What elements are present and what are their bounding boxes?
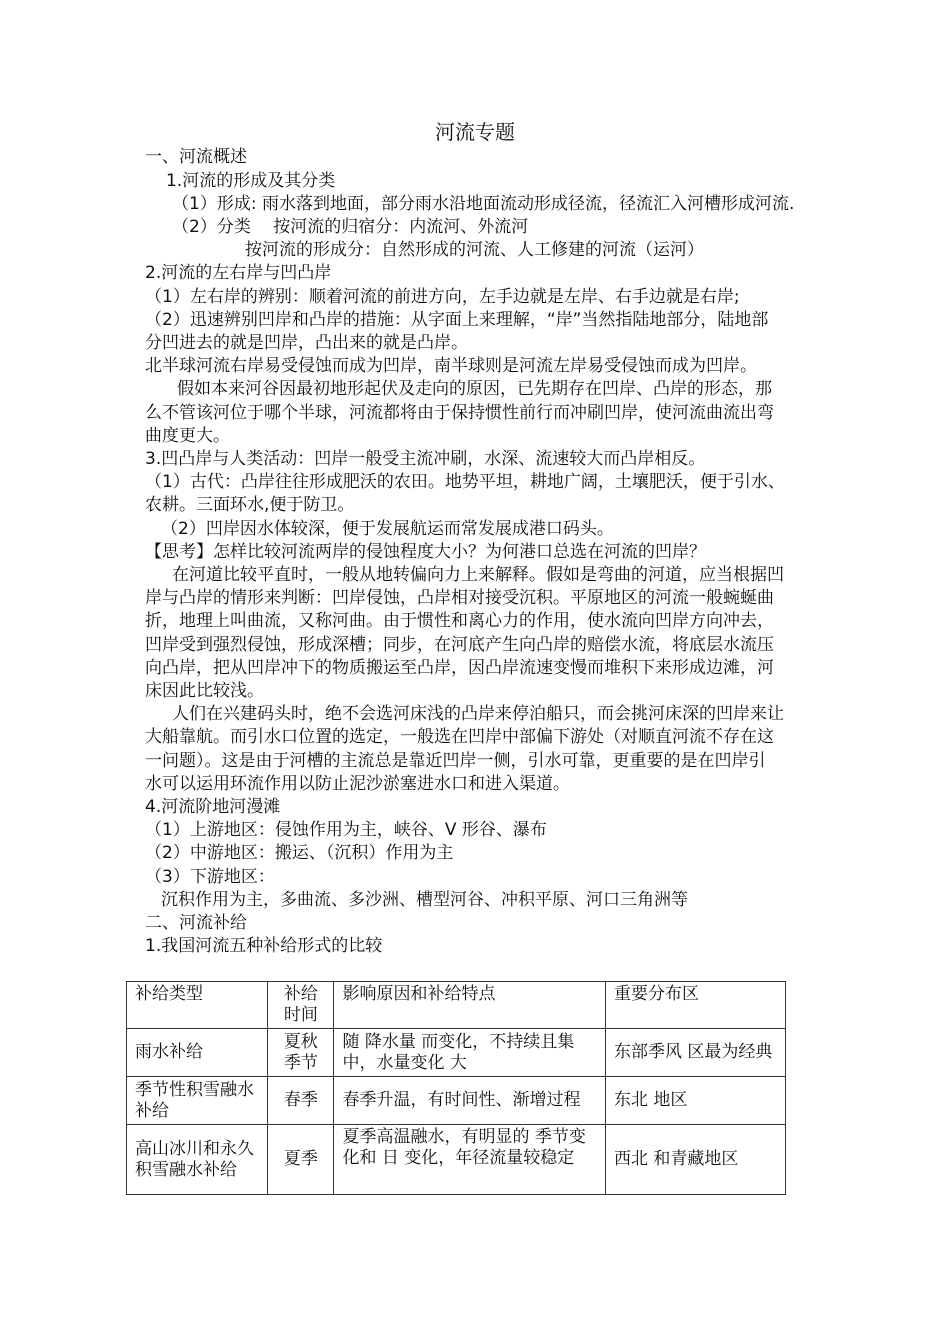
text-line: 假如本来河谷因最初地形起伏及走向的原因，已先期存在凹岸、凸岸的形态，那 [177, 379, 772, 399]
subheading-supply-comparison: 1.我国河流五种补给形式的比较 [145, 936, 383, 956]
table-header-row [127, 982, 786, 1029]
text-line: （2）凹岸因水体较深，便于发展航运而常发展成港口码头。 [161, 519, 614, 539]
text-line: 大船靠航。而引水口位置的选定，一般选在凹岸中部偏下游处（对顺直河流不存在这 [145, 727, 774, 747]
table-header-cell: 补给时间 [268, 982, 334, 1029]
text-line: 曲度更大。 [145, 426, 230, 446]
table-cell: 春季 [268, 1077, 334, 1125]
table-cell: 随 降水量 而变化，不持续且集中，水量变化 大 [334, 1029, 606, 1077]
text-line: 一问题）。这是由于河槽的主流总是靠近凹岸一侧，引水可靠，更重要的是在凹岸引 [145, 751, 766, 771]
table-row [127, 1125, 786, 1195]
text-line: （1）上游地区：侵蚀作用为主，峡谷、V 形谷、瀑布 [145, 820, 547, 840]
table-cell: 夏季高温融水，有明显的 季节变化和 日 变化，年径流量较稳定 [334, 1125, 606, 1195]
text-line: 沉积作用为主，多曲流、多沙洲、槽型河谷、冲积平原、河口三角洲等 [161, 890, 688, 910]
table-row [127, 1077, 786, 1125]
table-header-cell: 补给类型 [127, 982, 268, 1029]
text-line: 么不管该河位于哪个半球，河流都将由于保持惯性前行而冲刷凹岸，使河流曲流出弯 [145, 403, 774, 423]
text-line: 按河流的形成分：自然形成的河流、人工修建的河流（运河） [245, 240, 704, 260]
text-line: （2）分类 按河流的归宿分：内流河、外流河 [172, 217, 529, 237]
subheading-human-activity: 3.凹凸岸与人类活动：凹岸一般受主流冲刷，水深、流速较大而凸岸相反。 [145, 449, 706, 469]
text-line: 床因此比较浅。 [145, 681, 264, 701]
section-heading-overview: 一、河流概述 [145, 147, 247, 167]
text-line: （1）形成: 雨水落到地面，部分雨水沿地面流动形成径流，径流汇入河槽形成河流. [172, 194, 795, 214]
section-heading-supply: 二、河流补给 [145, 913, 247, 933]
table-cell: 高山冰川和永久积雪融水补给 [127, 1125, 268, 1195]
text-line: （1）左右岸的辨别：顺着河流的前进方向，左手边就是左岸、右手边就是右岸; [145, 287, 740, 307]
table-cell: 雨水补给 [127, 1029, 268, 1077]
subheading-banks: 2.河流的左右岸与凹凸岸 [145, 263, 332, 283]
table-cell: 东部季风 区最为经典 [605, 1029, 785, 1077]
text-line: （1）古代：凸岸往往形成肥沃的农田。地势平坦，耕地广阔，土壤肥沃，便于引水、 [145, 472, 785, 492]
subheading-formation-classification: 1.河流的形成及其分类 [166, 171, 336, 191]
table-cell: 夏季 [268, 1125, 334, 1195]
table-header-cell: 影响原因和补给特点 [334, 982, 606, 1029]
text-line: 人们在兴建码头时，绝不会选河床浅的凸岸来停泊船只，而会挑河床深的凹岸来让 [172, 704, 784, 724]
table-cell: 春季升温，有时间性、渐增过程 [334, 1077, 606, 1125]
text-line: （2）中游地区：搬运、（沉积）作用为主 [145, 843, 454, 863]
table-cell: 西北 和青藏地区 [605, 1125, 785, 1195]
supply-comparison-table [126, 981, 786, 1195]
table-header-cell: 重要分布区 [605, 982, 785, 1029]
text-line: 水可以运用环流作用以防止泥沙淤塞进水口和进入渠道。 [145, 774, 570, 794]
text-line: （2）迅速辨别凹岸和凸岸的措施：从字面上来理解，“岸”当然指陆地部分，陆地部 [145, 310, 769, 330]
table-cell: 夏秋季节 [268, 1029, 334, 1077]
think-question: 【思考】怎样比较河流两岸的侵蚀程度大小？为何港口总选在河流的凹岸？ [145, 542, 706, 562]
page-title: 河流专题 [435, 120, 515, 144]
text-line: 分凹进去的就是凹岸，凸出来的就是凸岸。 [145, 333, 468, 353]
text-line: 向凸岸，把从凹岸冲下的物质搬运至凸岸，因凸岸流速变慢而堆积下来形成边滩，河 [145, 658, 774, 678]
text-line: 凹岸受到强烈侵蚀，形成深槽；同步，在河底产生向凸岸的赔偿水流，将底层水流压 [145, 635, 774, 655]
text-line: 在河道比较平直时，一般从地转偏向力上来解释。假如是弯曲的河道，应当根据凹 [172, 565, 784, 585]
table-row [127, 1029, 786, 1077]
text-line: 北半球河流右岸易受侵蚀而成为凹岸，南半球则是河流左岸易受侵蚀而成为凹岸。 [145, 356, 757, 376]
table-cell: 东北 地区 [605, 1077, 785, 1125]
text-line: （3）下游地区： [145, 867, 275, 887]
text-line: 农耕。三面环水,便于防卫。 [145, 495, 355, 515]
text-line: 岸与凸岸的情形来判断：凹岸侵蚀，凸岸相对接受沉积。平原地区的河流一般蜿蜒曲 [145, 588, 774, 608]
table-cell: 季节性积雪融水补给 [127, 1077, 268, 1125]
text-line: 折，地理上叫曲流，又称河曲。由于惯性和离心力的作用，使水流向凹岸方向冲去， [145, 611, 774, 631]
subheading-terrace: 4.河流阶地河漫滩 [145, 797, 281, 817]
